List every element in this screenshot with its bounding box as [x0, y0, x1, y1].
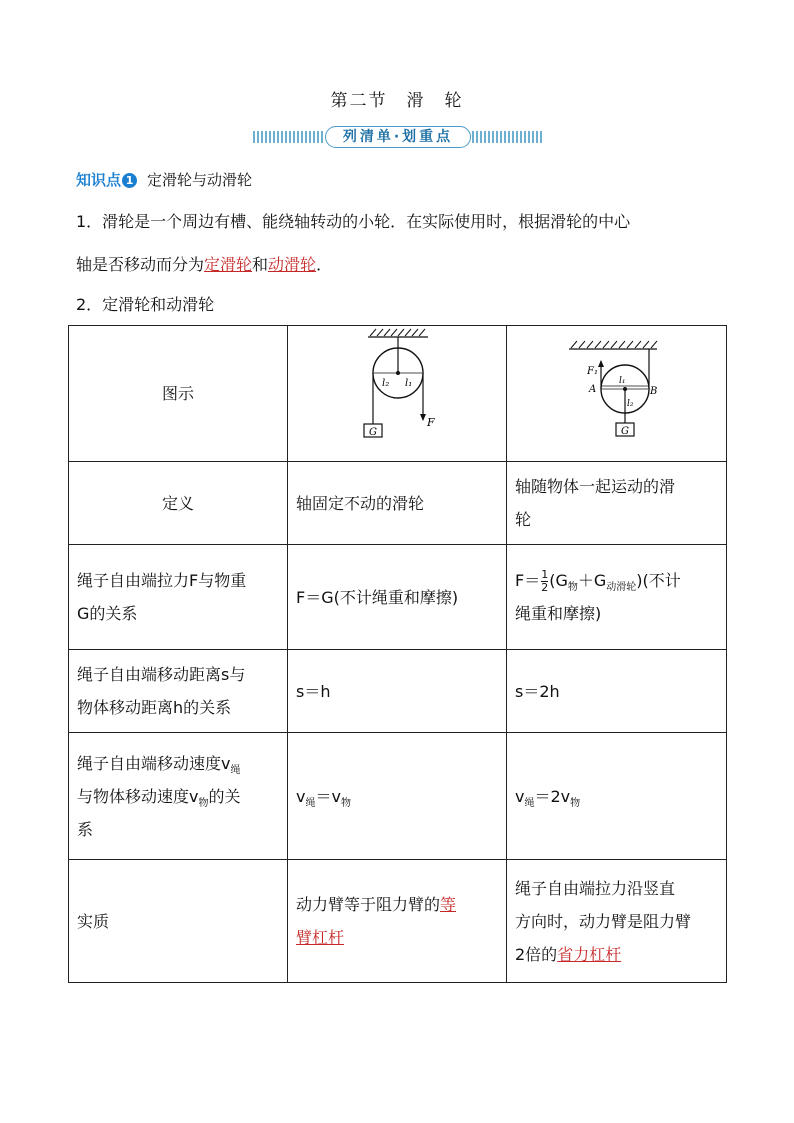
formula-line-2: 绳重和摩擦)	[515, 604, 602, 623]
row-label-definition: 定义	[69, 462, 288, 545]
paragraph-1-line-2	[76, 254, 726, 276]
movable-pulley-diagram-cell	[507, 326, 727, 462]
label-line: 绳子自由端移动距离s与	[77, 665, 246, 684]
arm-l1-label: l₁	[405, 378, 413, 389]
label-text: 的关	[208, 786, 241, 806]
fraction-denominator: 2	[541, 581, 549, 594]
row-label-diagram: 图示	[69, 326, 288, 462]
fraction-one-half	[541, 569, 548, 594]
subscript-rope: 绳	[230, 764, 241, 776]
movable-force-relation	[507, 545, 727, 650]
label-line: 物体移动距离h的关系	[77, 698, 232, 717]
fixed-distance-relation: s＝h	[288, 650, 507, 733]
essence-line	[296, 921, 498, 954]
fixed-speed-relation	[288, 733, 507, 860]
subscript-object: 物	[570, 797, 581, 809]
weight-label: G	[369, 427, 377, 438]
keyword-equal-arm-lever: 等	[440, 895, 457, 914]
equals-2v: ＝2v	[534, 786, 571, 806]
table-row	[69, 545, 727, 650]
essence-line: 绳子自由端拉力沿竖直	[515, 878, 676, 898]
keyword-movable-pulley: 动滑轮	[268, 255, 317, 274]
equals-v: ＝v	[315, 786, 341, 806]
movable-definition	[507, 462, 727, 545]
fixed-pulley-diagram-cell	[288, 326, 507, 462]
table-row	[69, 462, 727, 545]
paragraph-1-line-1: 1．滑轮是一个周边有槽、能绕轴转动的小轮．在实际使用时，根据滑轮的中心	[76, 212, 631, 231]
movable-distance-relation: s＝2h	[507, 650, 727, 733]
movable-pulley-diagram	[507, 326, 726, 450]
label-line	[77, 747, 279, 780]
formula-close: )(不计	[636, 571, 681, 590]
movable-speed-relation	[507, 733, 727, 860]
force-label: F	[427, 416, 435, 429]
label-text: 绳子自由端移动速度v	[77, 753, 231, 773]
p1-end: ．	[316, 255, 333, 274]
label-line: 系	[77, 819, 94, 839]
fixed-force-relation: F＝G(不计绳重和摩擦)	[288, 545, 507, 650]
force-f1-label: F₁	[587, 366, 598, 377]
subscript-object: 物	[198, 797, 209, 809]
subscript-object: 物	[340, 797, 351, 809]
table-row	[69, 650, 727, 733]
essence-line	[515, 938, 718, 971]
keyword-fixed-pulley: 定滑轮	[204, 255, 253, 274]
essence-line	[296, 888, 498, 921]
p1-text: 轴是否移动而分为	[76, 255, 205, 274]
point-b-label: B	[650, 386, 658, 397]
table-row	[69, 326, 727, 462]
v-symbol: v	[515, 786, 525, 806]
knowledge-point-tag: 知识点	[76, 171, 122, 189]
essence-text: 动力臂等于阻力臂的	[296, 895, 441, 914]
row-label-distance-relation	[69, 650, 288, 733]
formula-plus: ＋G	[577, 571, 607, 590]
formula-f: F＝	[515, 571, 541, 590]
movable-definition-line-2: 轮	[515, 510, 532, 529]
weight-label: G	[621, 426, 629, 437]
banner-stripes-left	[253, 131, 325, 143]
label-line: G的关系	[77, 604, 138, 623]
banner-stripes-right	[472, 131, 544, 143]
knowledge-point-number: 1	[122, 173, 137, 188]
subscript-movable-pulley: 动滑轮	[606, 582, 637, 593]
arm-l1-label: l₁	[619, 376, 626, 386]
fixed-definition: 轴固定不动的滑轮	[288, 462, 507, 545]
label-line	[77, 780, 279, 813]
knowledge-point-heading	[76, 170, 252, 190]
row-label-force-relation	[69, 545, 288, 650]
banner-label: 列清单·划重点	[325, 126, 471, 148]
point-a-label: A	[589, 384, 597, 395]
label-line: 绳子自由端拉力F与物重	[77, 571, 247, 590]
essence-text: 2倍的	[515, 944, 558, 964]
fixed-pulley-diagram	[288, 326, 506, 450]
fraction-numerator: 1	[541, 568, 549, 581]
row-label-speed-relation	[69, 733, 288, 860]
v-symbol: v	[296, 786, 306, 806]
table-row	[69, 860, 727, 983]
formula-line	[515, 564, 718, 597]
knowledge-point-title: 定滑轮与动滑轮	[147, 171, 253, 189]
subscript-rope: 绳	[305, 797, 316, 809]
movable-definition-line-1: 轴随物体一起运动的滑	[515, 477, 676, 496]
section-banner	[253, 126, 541, 148]
arm-l2-label: l₂	[382, 378, 390, 389]
keyword-force-saving-lever: 省力杠杆	[557, 944, 622, 964]
movable-essence	[507, 860, 727, 983]
paragraph-2: 2．定滑轮和动滑轮	[76, 295, 215, 314]
keyword-equal-arm-lever: 臂杠杆	[296, 928, 345, 947]
subscript-rope: 绳	[524, 797, 535, 809]
arm-l2-label: l₂	[627, 399, 634, 409]
table-row	[69, 733, 727, 860]
row-label-essence: 实质	[69, 860, 288, 983]
essence-line: 方向时，动力臂是阻力臂	[515, 911, 692, 931]
subscript-object: 物	[567, 582, 578, 593]
formula-g: (G	[549, 571, 568, 590]
p1-and: 和	[252, 255, 269, 274]
fixed-essence	[288, 860, 507, 983]
label-text: 与物体移动速度v	[77, 786, 199, 806]
page-title: 第二节 滑 轮	[330, 91, 464, 111]
pulley-comparison-table	[68, 325, 727, 983]
